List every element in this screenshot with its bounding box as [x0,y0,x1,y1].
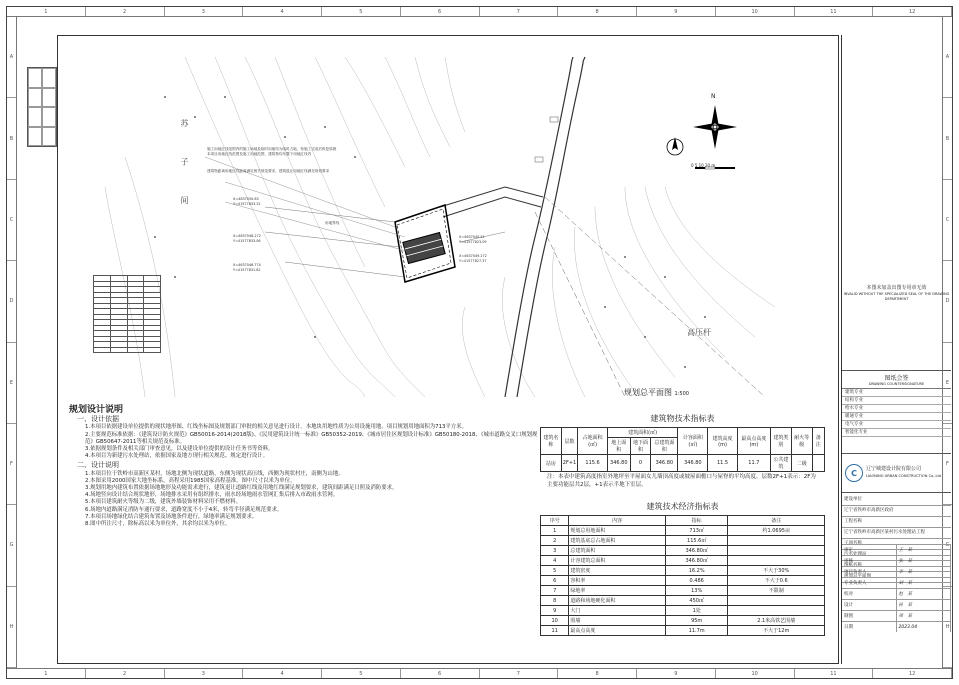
signature-name: 李 某 [897,567,952,577]
table-cell: 站房 [541,455,562,472]
table-row [541,626,825,636]
revision-stamp-box [27,67,57,147]
th: 总建筑面积 [651,438,678,455]
table-cell: 约1.0695亩 [728,526,825,536]
table-cell: 11.7 [737,455,770,472]
table-cell: 11.7m [665,626,727,636]
ruler-mark: D [943,261,952,342]
ruler-bottom [7,668,952,678]
table-cell [728,596,825,606]
th: 建筑面积(㎡) [607,428,677,438]
countersign-row: 结构专业 [842,397,951,405]
table-cell: 不大于0.6 [728,576,825,586]
signature-name: 周 某 [897,611,952,621]
table-cell [728,536,825,546]
table-cell: 346.80 [607,455,630,472]
th: 地上面积 [607,438,630,455]
countersign-row: 建筑专业 [842,389,951,397]
table-cell: 713㎡ [665,526,727,536]
ruler-mark: 9 [637,669,716,678]
signature-role: 制图 [842,611,897,621]
ruler-mark: 11 [795,7,874,16]
table-cell: 计容建筑总面积 [569,556,666,566]
table1-note: 注：本表中建筑高度指室外地坪至平屋面女儿墙顶高度或坡屋面檐口与屋脊的平均高度。层数2F+1表示：2F为主要功能层共2层，+1表示半地下室层。 [547,474,816,488]
economic-index-table [540,501,825,636]
table-cell: 6 [541,576,569,586]
table-cell: 2 [541,536,569,546]
signature-row [842,588,951,599]
ruler-mark: F [943,424,952,505]
table-cell [728,606,825,616]
table-cell: 0 [630,455,651,472]
note-item: 1.本项目位于铁岭市高新区某村，场地北侧为现状道路，东侧为现状高压线，西侧为现状村庄，南侧为山地。 [85,470,344,477]
countersign-block [842,370,951,450]
ruler-mark: B [943,98,952,179]
signature-role: 审核 [842,556,897,566]
signature-row [842,544,951,555]
note-item: 1.本项目依据建设单位提供的现状地形图、红线坐标图及规划部门审批的相关意见进行设计。本地块用地性质为公用设施用地，项目规划用地面积为713平方米。 [85,424,467,431]
table-row [541,556,825,566]
ruler-mark: 10 [716,7,795,16]
signature-role: 专业负责人 [842,578,897,588]
map-annotation: 本项目用地红线范围及施工用地范围，建筑物均布置于用地红线内 [207,152,312,156]
table-cell: 2F+1 [561,455,577,472]
ruler-mark: G [7,505,16,586]
coord-label: X=4637049.272 [459,254,487,258]
plan-title: 规划总平面图 1:500 [624,388,689,397]
signature-role: 设计 [842,600,897,610]
table-cell: 346.80 [678,455,708,472]
map-annotations [207,147,387,174]
table-row [541,536,825,546]
title-block [841,35,951,664]
signature-name: 赵 某 [897,589,952,599]
note-item: 8.图中所注尺寸，除标高以米为单位外，其余均以米为单位。 [85,521,231,528]
coord-label: Y=41577833.32 [233,201,261,206]
signature-row [842,610,951,621]
table-cell: 346.80 [651,455,678,472]
ruler-mark: C [7,180,16,261]
th: 指标 [665,516,727,526]
coord-label: X=4637048.272 [233,234,261,238]
table-row [541,596,825,606]
company-logo-icon: C [845,464,863,482]
notes-title: 规划设计说明 [69,405,124,415]
ruler-mark: A [7,17,16,98]
signature-role: 项目负责人 [842,567,897,577]
table-cell: 公共建筑 [771,455,792,472]
ruler-mark: 10 [716,669,795,678]
table2-title: 建筑技术经济指标表 [646,502,719,511]
table-cell: 8 [541,596,569,606]
th: 备注 [728,516,825,526]
table-cell: 二级 [791,455,812,472]
ruler-mark: 4 [243,669,322,678]
table-cell: 2.1米高铁艺围墙 [728,616,825,626]
signature-row [842,555,951,566]
table-cell: 10 [541,616,569,626]
signature-name: 刘 某 [897,578,952,588]
note-item: 4.场地竖向设计结合现状地形，场地排水采用有组织排水，雨水经场地雨水管网汇集后排入市政雨水管网。 [85,492,339,499]
project-info-row: 辽宁省铁岭市高新区某村污水处理站工程 [842,528,951,539]
notes-section-heading: 一、设计依据 [77,415,119,424]
table-cell: 建筑基底总占地面积 [569,536,666,546]
ruler-mark: 4 [243,7,322,16]
ruler-top [7,7,952,17]
coordinate-labels-right [459,235,487,263]
table-cell [728,556,825,566]
signature-row [842,566,951,577]
note-item: 2.主要规范标准依据：《建筑设计防火规范》GB50016-2014(2018版)、《民用建筑设计统一标准》GB50352-2019、《城市居住区规划设计标准》GB50180-2018、《城市道路交叉口规划规范》GB50647-2011等相关规范及标准。 [85,431,538,445]
table-cell: 围墙 [569,616,666,626]
note-item: 3.规划用地内建筑布置依据场地地形及功能需求进行，建筑退让道路红线及用地红线满足规划要求，建筑间距满足日照及消防要求。 [85,485,398,492]
map-annotation: 建筑物距离用地红线距离满足相关规范要求，建筑退让用地红线满足规划要求 [207,169,330,173]
th: 最高点高度(m) [737,428,770,455]
ruler-mark: 2 [86,669,165,678]
note-item: 6.场地内道路满足消防车通行要求，道路宽度不小于4米，转弯半径满足规范要求。 [85,506,283,513]
ruler-mark: 2 [86,7,165,16]
place-label-right: 高压杆 [687,328,711,337]
signature-name: 王 某 [897,545,952,555]
th: 序号 [541,516,569,526]
table-cell: 450㎡ [665,596,727,606]
project-info-row: 辽宁省铁岭市高新区政府 [842,506,951,517]
signature-name: 2023.04 [897,622,952,632]
signature-row [842,621,951,632]
map-annotation-boundary: 用地界线 [325,221,340,225]
table-cell: 绿地率 [569,586,666,596]
ruler-mark: A [943,17,952,98]
project-info-row: 工程名称 [842,517,951,528]
th: 层数 [561,428,577,455]
th: 建筑名称 [541,428,562,455]
ruler-mark: H [7,587,16,668]
table-cell: 4 [541,556,569,566]
th: 计容面积(㎡) [678,428,708,455]
ruler-mark: 5 [322,669,401,678]
ruler-mark: 1 [7,7,86,16]
countersign-header: 图纸会签 DRAWING COUNTERSIGNATURE [842,371,951,389]
note-item: 5.本项目建筑耐火等级为二级，建筑外墙装饰材料采用不燃材料。 [85,499,242,506]
table-cell: 13% [665,586,727,596]
project-info-row: 污水处理站 [842,550,951,561]
th: 耐火等级 [791,428,812,455]
table-cell: 规划总用地面积 [569,526,666,536]
table-row [541,455,825,472]
th: 备注 [812,428,824,455]
north-label: N [711,93,716,100]
project-info-row: 图纸名称 [842,561,951,572]
seal-note [842,285,951,301]
ruler-mark: 5 [322,7,401,16]
table-row [541,616,825,626]
ruler-mark: D [7,261,16,342]
ruler-mark: H [943,587,952,668]
table-cell: 容积率 [569,576,666,586]
table-cell: 大门 [569,606,666,616]
signature-name: 孙 某 [897,600,952,610]
project-info-row: 子项名称 [842,539,951,550]
th: 建筑高度(m) [708,428,737,455]
ruler-left [7,17,17,668]
ruler-mark: 1 [7,669,86,678]
map-annotation: 施工用地红线范围内的施工场地及临时用地均为临时占地，待施工完成后恢复原貌 [207,147,337,151]
countersign-row: 电气专业 [842,421,951,429]
table1-title: 建筑物技术指标表 [650,414,715,423]
countersign-row: 智能化专业 [842,429,951,437]
legend-cell [127,347,144,353]
ruler-mark: 12 [873,7,952,16]
ruler-mark: E [943,343,952,424]
signature-role: 校对 [842,589,897,599]
table-cell: 7 [541,586,569,596]
signature-role: 日期 [842,622,897,632]
design-notes [69,407,539,528]
site-plan-map [65,37,785,397]
ruler-mark: 8 [558,7,637,16]
table-cell: 346.80㎡ [665,546,727,556]
table-row [541,576,825,586]
company-name-en: LIAONING URBAN CONSTRUCTION Co.,Ltd [866,474,942,478]
th: 占地面积(㎡) [578,428,608,455]
coord-label: X=4637046.774 [233,263,261,267]
coord-label: Y=41577833.06 [233,238,261,243]
table-cell: 346.80㎡ [665,556,727,566]
th: 建筑类别 [771,428,792,455]
legend-cell [144,347,161,353]
signature-name: 张 某 [897,556,952,566]
seal-note-en: INVALID WITHOUT THE SPECIALIZED SEAL OF THE DRAWING DEPARTMENT [843,292,950,301]
ruler-mark: 3 [165,669,244,678]
project-info-row: 规划总平面图 [842,572,951,583]
ruler-mark: G [943,505,952,586]
table-row [541,526,825,536]
table-cell: 16.2% [665,566,727,576]
project-info-row: 建设单位 [842,495,951,506]
table-cell: 0.486 [665,576,727,586]
legend-cell [94,347,111,353]
table-cell [812,455,824,472]
ruler-mark: 7 [480,7,559,16]
table-cell: 道路和场地硬化面积 [569,596,666,606]
company-name-cn: 辽宁城建设计院有限公司 [866,466,922,472]
coordinate-labels-left [233,197,261,272]
countersign-row: 给水专业 [842,405,951,413]
drawing-sheet [6,6,953,679]
ruler-mark: 7 [480,669,559,678]
table-cell: 95m [665,616,727,626]
ruler-mark: 6 [401,669,480,678]
signature-block [842,544,951,664]
signature-role: 审定 [842,545,897,555]
note-item: 3.依据规划条件及相关部门审查意见，以及建设单位提供的设计任务书等资料。 [85,446,274,453]
table-row [541,606,825,616]
ruler-mark: B [7,98,16,179]
scale-label: 0 5 10 20 m [691,163,716,168]
ruler-mark: E [7,343,16,424]
coord-label: Y=41577831.82 [233,267,261,272]
table-cell: 115.6 [578,455,608,472]
table-cell: 不大于12m [728,626,825,636]
coord-label: X=4637040.51 [459,235,485,239]
company-block [842,453,951,493]
table-cell: 1 [541,526,569,536]
ruler-mark: 8 [558,669,637,678]
table-cell: 最高点高度 [569,626,666,636]
table-row [541,546,825,556]
note-item: 2.本图采用2000国家大地坐标系，高程采用1985国家高程基准，图中尺寸以米为单位。 [85,477,296,484]
signature-row [842,599,951,610]
coord-label: Y=41577823.09 [459,239,487,244]
th: 内容 [569,516,666,526]
note-item: 7.本项目场地绿化结合建筑布置及场地条件进行，绿地率满足规划要求。 [85,513,258,520]
signature-row [842,577,951,588]
coord-label: Y=41577827.37 [459,258,487,263]
table-cell: 不大于30% [728,566,825,576]
legend-cell [110,347,127,353]
legend-row [94,347,161,353]
table-cell: 11.5 [708,455,737,472]
table-cell: 1处 [665,606,727,616]
building-index-table [540,413,825,472]
countersign-row: 暖通专业 [842,413,951,421]
th: 地下面积 [630,438,651,455]
table-cell: 3 [541,546,569,556]
table-cell: 不限制 [728,586,825,596]
ruler-mark: 11 [795,669,874,678]
coord-label: X=4637050.63 [233,197,259,201]
table-row [541,566,825,576]
table-cell: 115.6㎡ [665,536,727,546]
ruler-mark: 12 [873,669,952,678]
ruler-mark: 6 [401,7,480,16]
table-cell: 总建筑面积 [569,546,666,556]
table-cell [728,546,825,556]
ruler-mark: 3 [165,7,244,16]
ruler-mark: C [943,180,952,261]
table-cell: 建筑密度 [569,566,666,576]
notes-section-heading: 二、设计说明 [77,461,119,470]
place-label-left: 苏 子 间 [180,119,189,219]
ruler-mark: 9 [637,7,716,16]
table-cell: 9 [541,606,569,616]
table-cell: 11 [541,626,569,636]
note-item: 4.本项目为新建污水处理站，依据国家及地方现行相关规范、规定进行设计。 [85,453,269,460]
seal-note-cn: 本图未加盖出图专用章无效 [866,285,927,291]
map-legend-table [93,275,161,353]
table-cell: 5 [541,566,569,576]
ruler-mark: F [7,424,16,505]
table-row [541,586,825,596]
